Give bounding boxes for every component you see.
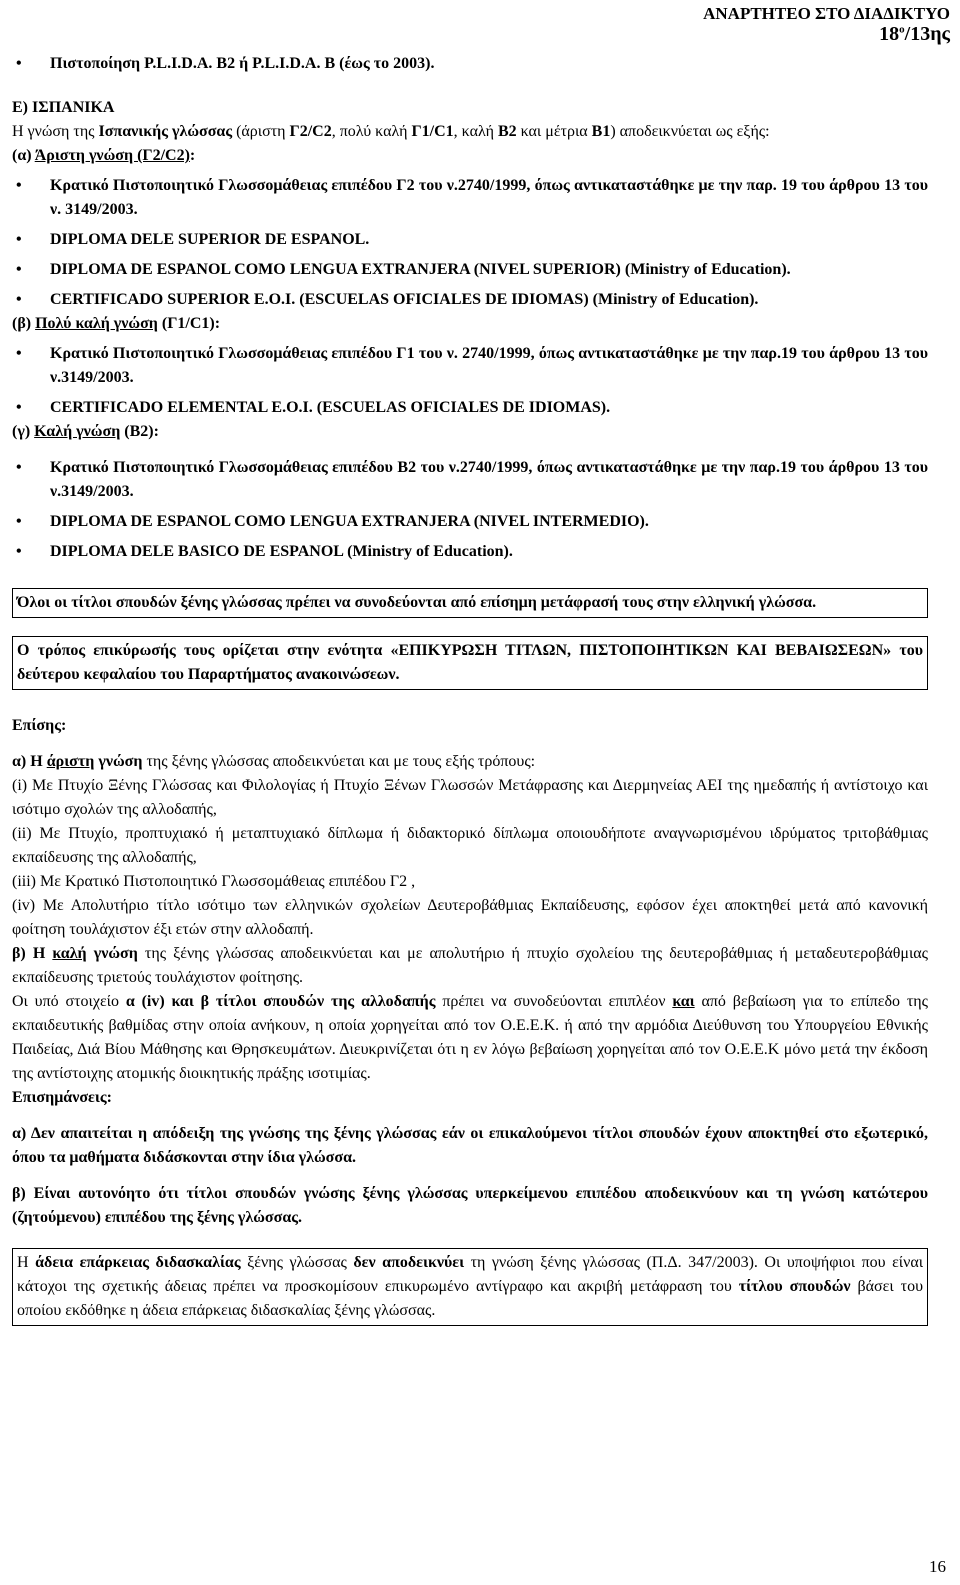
list-item: • CERTIFICADO ELEMENTAL E.O.I. (ESCUELAS OFICIALES DE IDIOMAS). — [12, 396, 928, 420]
list-item: • Κρατικό Πιστοποιητικό Γλωσσομάθειας επιπέδου Β2 του ν.2740/1999, όπως αντικαταστάθηκε με την παρ.19 του άρθρου 13 του ν.3149/2003. — [12, 456, 928, 504]
excellent-list — [12, 174, 928, 312]
list-item: • DIPLOMA DE ESPANOL COMO LENGUA EXTRANJERA (NIVEL SUPERIOR) (Ministry of Education). — [12, 258, 928, 282]
page-number: 16 — [929, 1557, 946, 1576]
subheading-very-good: (β) Πολύ καλή γνώση (Γ1/C1): — [12, 315, 221, 332]
also-a: α) Η άριστη γνώση της ξένης γλώσσας αποδεικνύεται και με τους εξής τρόπους: — [12, 753, 536, 770]
section-intro: Η γνώση της Ισπανικής γλώσσας (άριστη Γ2/C2, πολύ καλή Γ1/C1, καλή Β2 και μέτρια Β1) αποδεικνύεται ως εξής: — [12, 123, 770, 140]
subheading-good: (γ) Καλή γνώση (Β2): — [12, 423, 159, 440]
also-line-i: (i) Με Πτυχίο Ξένης Γλώσσας και Φιλολογίας ή Πτυχίο Ξένων Γλωσσών Μετάφρασης και Διερμηνείας ΑΕΙ της ημεδαπής ή αντίστοιχο και ισότιμο σχολών της αλλοδαπής, — [12, 777, 928, 818]
very-good-list — [12, 342, 928, 420]
note-b: β) Είναι αυτονόητο ότι τίτλοι σπουδών γνώσης ξένης γλώσσας υπερκείμενου επιπέδου αποδεικνύουν και τη γνώση κατώτερου (ζητούμενου) επιπέδου της ξένης γλώσσας. — [12, 1185, 928, 1226]
section-heading: Ε) ΙΣΠΑΝΙΚΑ — [12, 99, 115, 116]
header-line-2: $18^o/13\eta\varsigma$ — [879, 23, 950, 45]
list-item: • DIPLOMA DELE SUPERIOR DE ESPANOL. — [12, 228, 928, 252]
list-item: • DIPLOMA DELE BASICO DE ESPANOL (Ministry of Education). — [12, 540, 928, 564]
teaching-license-box: Η άδεια επάρκειας διδασκαλίας ξένης γλώσσας δεν αποδεικνύει τη γνώση ξένης γλώσσας (Π.Δ. 347/2003). Οι υποψήφιοι που είναι κάτοχοι της σχετικής άδειας πρέπει να προσκομίσουν επικυρωμένο αντίγραφο και ακριβή μετάφραση του τίτλου σπουδών βάσει του οποίου εκδόθηκε η άδεια επάρκειας διδασκαλίας ξένης γλώσσας. — [12, 1248, 928, 1326]
header-line-1: ΑΝΑΡΤΗΤΕΟ ΣΤΟ ΔΙΑΔΙΚΤΥΟ — [703, 4, 950, 23]
also-line-iii: (iii) Με Κρατικό Πιστοποιητικό Γλωσσομάθειας επιπέδου Γ2 , — [12, 873, 416, 890]
validation-notice-box: Ο τρόπος επικύρωσής τους ορίζεται στην ενότητα «ΕΠΙΚΥΡΩΣΗ ΤΙΤΛΩΝ, ΠΙΣΤΟΠΟΙΗΤΙΚΩΝ ΚΑΙ ΒΕΒΑΙΩΣΕΩΝ» του δεύτερου κεφαλαίου του Παραρτήματος ανακοινώσεων. — [12, 636, 928, 690]
also-line-ii: (ii) Με Πτυχίο, προπτυχιακό ή μεταπτυχιακό δίπλωμα ή διδακτορικό δίπλωμα οποιουδήποτε αναγνωρισμένου ιδρύματος τριτοβάθμιας εκπαίδευσης της αλλοδαπής, — [12, 825, 928, 866]
list-item: • Πιστοποίηση P.L.I.D.A. B2 ή P.L.I.D.A. B (έως το 2003). — [12, 52, 928, 76]
also-paragraph: Οι υπό στοιχείο α (iv) και β τίτλοι σπουδών της αλλοδαπής πρέπει να συνοδεύονται επιπλέον και από βεβαίωση για το επίπεδο της εκπαιδευτικής βαθμίδας στην οποία ανήκουν, η οποία χορηγείται από τον Ο.Ε.Ε.Κ. ή από την αρμόδια Διεύθυνση του Υπουργείου Εθνικής Παιδείας, Διά Βίου Μάθησης και Θρησκευμάτων. Διευκρινίζεται ότι η εν λόγω βεβαίωση χορηγείται από τον Ο.Ε.Ε.Κ μόνο μετά την έκδοση της αντίστοιχης ατομικής διοικητικής πράξης ισοτιμίας. — [12, 993, 929, 1082]
list-item: • Κρατικό Πιστοποιητικό Γλωσσομάθειας επιπέδου Γ2 του ν.2740/1999, όπως αντικαταστάθηκε με την παρ. 19 του άρθρου 13 του ν. 3149/2003. — [12, 174, 928, 222]
also-title: Επίσης: — [12, 717, 67, 734]
top-bullet-list — [12, 52, 928, 76]
also-line-iv: (iv) Με Απολυτήριο τίτλο ισότιμο των ελληνικών σχολείων Δευτεροβάθμιας Εκπαίδευσης, εφόσον έχει αποκτηθεί μετά από κανονική φοίτηση τουλάχιστον έξι ετών στην αλλοδαπή. — [12, 897, 928, 938]
document-body — [12, 0, 928, 1326]
subheading-excellent: (α) Άριστη γνώση (Γ2/C2): — [12, 147, 196, 164]
good-list — [12, 456, 928, 564]
note-a: α) Δεν απαιτείται η απόδειξη της γνώσης της ξένης γλώσσας εάν οι επικαλούμενοι τίτλοι σπουδών έχουν αποκτηθεί στο εξωτερικό, όπου τα μαθήματα διδάσκονται στην ίδια γλώσσα. — [12, 1125, 928, 1166]
notes-title: Επισημάνσεις: — [12, 1089, 112, 1106]
translation-notice-box: Όλοι οι τίτλοι σπουδών ξένης γλώσσας πρέπει να συνοδεύονται από επίσημη μετάφρασή τους στην ελληνική γλώσσα. — [12, 588, 928, 618]
list-item: • DIPLOMA DE ESPANOL COMO LENGUA EXTRANJERA (NIVEL INTERMEDIO). — [12, 510, 928, 534]
list-item: • CERTIFICADO SUPERIOR E.O.I. (ESCUELAS OFICIALES DE IDIOMAS) (Ministry of Education). — [12, 288, 928, 312]
list-item: • Κρατικό Πιστοποιητικό Γλωσσομάθειας επιπέδου Γ1 του ν. 2740/1999, όπως αντικαταστάθηκε με την παρ.19 του άρθρου 13 του ν.3149/2003. — [12, 342, 928, 390]
also-b: β) Η καλή γνώση της ξένης γλώσσας αποδεικνύεται και με απολυτήριο ή πτυχίο σχολείου της δευτεροβάθμιας ή μεταδευτεροβάθμιας εκπαίδευσης τριετούς τουλάχιστον φοίτησης. — [12, 945, 929, 986]
